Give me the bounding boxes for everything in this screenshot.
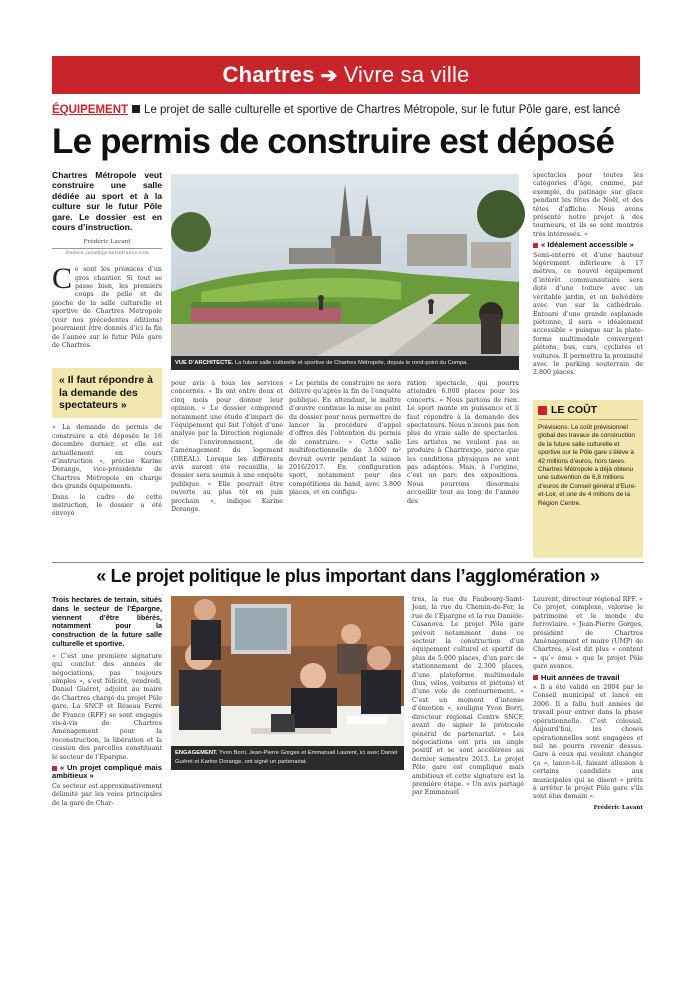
subheading [52, 764, 162, 781]
paragraph: Laurent, directeur régional RFF. « Ce projet, complexe, valorise le patrimoine et le monde du ferroviaire. » Jean-Pierre Gorges, président de Chartres Aménagement et maire (UMP) de Chartres, s’est dit plus « content » qu’« ému » que le projet Pôle gare avance. [533, 596, 643, 671]
paragraph: « La demande de permis de construire a été déposée le 16 décembre dernier, et elle est actuellement en cours d’instruction », précise Karine Dorange, vice-présidente de Chartres Métropole en charge des grands équipements. [52, 424, 162, 491]
byline-name: Frédéric Lavant [83, 239, 131, 246]
subheading-text: « Un projet compliqué mais ambitieux » [52, 763, 162, 781]
paragraph: Ce secteur est approximativement délimité par les voies principales de la gare de Char- [52, 782, 162, 807]
arrow-icon: ➔ [320, 64, 338, 87]
paragraph: Semi-enterré et d’une hauteur légèrement inférieure à 17 mètres, ce nouvel équipement d’intérêt communautaire sera doté d’une toiture avec un véritable jardin, et un belvédère avec vue sur la cathédrale. Entouré d’une grande esplanade piétonne, il sera « idéalement accessible » puisque sur la plate-forme multimodale convergent piétons, bus, cars, cyclistes et voitures. Il permettra la proximité avec le parking souterrain de 2.800 places. [533, 251, 643, 377]
square-bullet-icon [533, 675, 538, 680]
square-bullet-icon [533, 243, 538, 248]
byline-email: frederic.lavant@centrefrance.com [52, 248, 162, 258]
column-4 [407, 380, 519, 558]
subheading [533, 241, 643, 249]
second-headline: « Le projet politique le plus important dans l’agglomération » [96, 566, 600, 586]
paragraph: spectacles pour toutes les catégories d’âge, comme, par exemple, du patinage sur glace pendant les fêtes de Noël, et des têtes d’affiche. Nous avons présenté notre projet à des tourneurs, et ils se sont montrés très intéressés. » [533, 172, 643, 238]
paragraph: ration spectacle, qui pourra atteindre 6.000 places pour les concerts. « Nous partons de rien. Le sport monte en puissance et il faut répondre à la demande des spectateurs. Nous n’avons pas non plus de vraie salle de spectacles. Les artistes ne veulent pas se produire à Chartrexpo, parce que les conditions physiques ne sont pas adaptées. Mais, à l’origine, c’est un parc des expositions. Nous pourrons désormais accueillir tout au long de l’année des [407, 380, 519, 505]
paragraph: tres, la rue du Faubourg-Saint-Jean, la rue du Chemin-de-Fer, la rue de l’Épargne et la rue Danièle-Casanova. Le projet Pôle gare prévoit notamment dans ce secteur la construction d’un équipement culturel et sportif de plus de 5.000 places, d’un parc de stationnement de 2.300 places, d’une plateforme multimodale (bus, vélos, voitures et piétons) et d’une voie de contournement. « C’est un moment d’intense d’émotion », souligne Yvon Borri, directeur régional Centre SNCF, avant de signer le protocole général de partenariat. « Les négociations ont pris un angle positif et se sont accélérées au dernier semestre 2013. Le projet Pôle gare est compliqué mais ambitieux et cette signature est la première étape. » Un avis partagé par Emmanuel [412, 596, 524, 797]
signing-ceremony-photo [171, 596, 404, 770]
band-city: Chartres [222, 62, 315, 87]
kicker-tag: ÉQUIPEMENT [52, 104, 129, 116]
bottom-column-3 [533, 596, 643, 811]
signing-illustration [171, 596, 404, 770]
paragraph: Dans le cadre de cette instruction, le dossier a été envoyé [52, 493, 162, 518]
main-headline: Le permis de construire est déposé [52, 122, 615, 161]
caption-text: La future salle culturelle et sportive de Chartres Métropole, depuis le rond-point du Compa. [234, 360, 468, 366]
photo-caption [171, 746, 404, 770]
pull-quote: « Il faut répondre à la demande des spectateurs » [52, 368, 162, 418]
kicker [52, 104, 642, 116]
dropcap: C [52, 262, 73, 296]
square-bullet-icon [538, 406, 547, 415]
column-1 [52, 170, 162, 560]
column-5 [533, 172, 643, 396]
cost-box-title [538, 404, 638, 420]
divider [52, 562, 644, 563]
cost-box-text: Prévisions. Le coût prévisionnel global des travaux de construction de la future salle culturelle et sportive sur le Pôle gare s’élève à 42 millions d’euros, hors taxes. Chartres Métropole a déjà obtenu une subvention de 6,8 millions d’euros de Conseil général d’Eure-et-Loir, et une de 4 millions de la Région Centre. [538, 424, 637, 507]
bottom-column-2 [412, 596, 524, 797]
lead-paragraph: Trois hectares de terrain, situés dans le secteur de l’Épargne, viennent d’être libérés, notamment pour la construction de la future salle culturelle et sportive. [52, 595, 162, 648]
intro-text: e sont les prémices d’un gros chantier. Si tout se passe bien, les premiers coups de pelle et de pioche de la salle culturelle et sportive de Chartres Métropole (voir nos précédentes éditions) pourraient être donnés d’ici la fin de l’année sur le futur Pôle gare de Chartres. [52, 266, 162, 349]
section-band [52, 56, 640, 94]
rendering-illustration [171, 174, 519, 370]
caption-text: Yvon Borri, Jean-Pierre Gorges et Emmanuel Laurent, ici avec Daniel Guéret et Karine Dorange, ont signé un partenariat. [175, 750, 398, 765]
intro-paragraph [52, 262, 162, 350]
cost-box [533, 400, 643, 558]
subheading-text: « Idéalement accessible » [541, 240, 634, 250]
column-3 [289, 380, 401, 558]
square-bullet-icon [132, 105, 140, 113]
column-2 [171, 380, 283, 558]
paragraph: « Il a été validé en 2004 par le Conseil municipal et lancé en 2006. Il a fallu huit années de travail pour entrer dans la phase opérationnelle. C’est colossal. Aujourd’hui, les choses opérationnelles sont engagées et nul ne pourra revenir dessus. Gare à ceux qui veulent changer ça », lance-t-il, faisant allusion à certains candidats aux municipales qui se disent « prêts à arrêter le projet Pôle gare s’ils sont élus demain ». [533, 684, 643, 801]
cost-title-text: LE COÛT [551, 404, 598, 416]
author-signature: Frédéric Lavant [593, 804, 643, 811]
photo-caption [171, 356, 519, 370]
subheading-text: Huit années de travail [541, 672, 620, 682]
lead-paragraph: Chartres Métropole veut construire une salle dédiée au sport et à la culture sur le futur Pôle gare. Le dossier est en cours d’instruction. [52, 170, 162, 233]
band-section: Vivre sa ville [343, 62, 470, 87]
paragraph: « C’est une première signature qui conclut des années de négociations, pas toujours simples », s’est félicité, vendredi, Daniel Guéret, adjoint au maire de Chartres chargé du projet Pôle gare. La SNCF et Réseau Ferré de France (RFF) se sont engagés vis-à-vis de Chartres Aménagement pour la reconstruction, la libération et la cession des parcelles constituant le secteur de l’Épargne. [52, 652, 162, 761]
subheading [533, 674, 643, 682]
square-bullet-icon [52, 766, 57, 771]
architect-rendering-photo [171, 174, 519, 370]
byline [52, 238, 162, 258]
bottom-column-1 [52, 595, 162, 807]
caption-label: VUE D’ARCHITECTE. [175, 360, 234, 366]
caption-label: ENGAGEMENT. [175, 750, 218, 756]
paragraph: pour avis à tous les services concernés. « Ils ont entre deux et cinq mois pour donner leur opinion. » Le dossier comprend notamment une étude d’impact de l’équipement qui fait l’objet d’une analyse par la Direction régionale de l’environnement, de l’aménagement du logement (DREAL). Lorsque les différents avis auront été recueillis, le dossier sera soumis à une enquête publique. « Elle pourrait être ouverte au plus tôt en juin prochain », indique Karine Dorange. [171, 380, 283, 514]
kicker-text: Le projet de salle culturelle et sportive de Chartres Métropole, sur le futur Pôle gare, est lancé [144, 104, 621, 116]
paragraph: « Le permis de construire ne sera délivré qu’après la fin de l’enquête publique. En attendant, le maître d’œuvre continue la mise au point du dossier pour nous permettre de lancer la procédure d’appel d’offres dès l’obtention du permis de construire. » Cette salle multifonctionnelle de 3.600 m² devrait ouvrir pendant la saison 2016/2017. En configuration sport, notamment pour des compétitions de hand, avec 3.800 places, et en configu- [289, 380, 401, 497]
